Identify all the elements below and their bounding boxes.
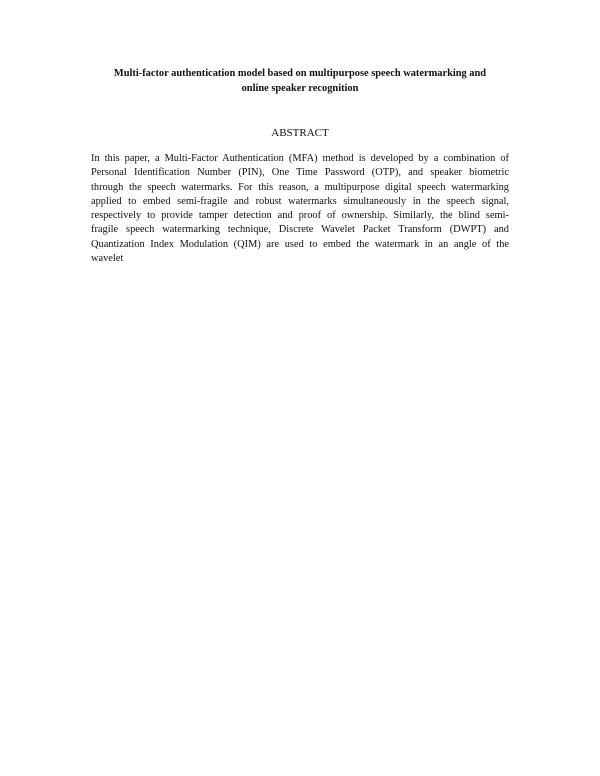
abstract-line: Quantization Index Modulation (QIM) are used to embed the watermark in an angle of the [91,238,509,250]
abstract-line: fragile speech watermarking technique, Discrete Wavelet Packet Transform (DWPT) and [91,224,509,236]
paper-title-line: Multi-factor authentication model based on multipurpose speech watermarking and [113,68,487,79]
abstract-line: wavelet [91,253,124,265]
abstract-body [91,152,509,266]
abstract-line: respectively to provide tamper detection and proof of ownership. Similarly, the blind semi- [91,210,509,222]
paper-title [80,66,520,96]
abstract-line: Personal Identification Number (PIN), One Time Password (OTP), and speaker biometric [91,167,509,179]
abstract-line: applied to embed semi-fragile and robust watermarks simultaneously in the speech signal, [91,195,509,207]
paper-title-line: online speaker recognition [241,83,359,94]
abstract-line: In this paper, a Multi-Factor Authentication (MFA) method is developed by a combination of [91,153,509,164]
abstract-line: through the speech watermarks. For this reason, a multipurpose digital speech watermarking [91,181,509,193]
abstract-heading: ABSTRACT [271,127,329,139]
